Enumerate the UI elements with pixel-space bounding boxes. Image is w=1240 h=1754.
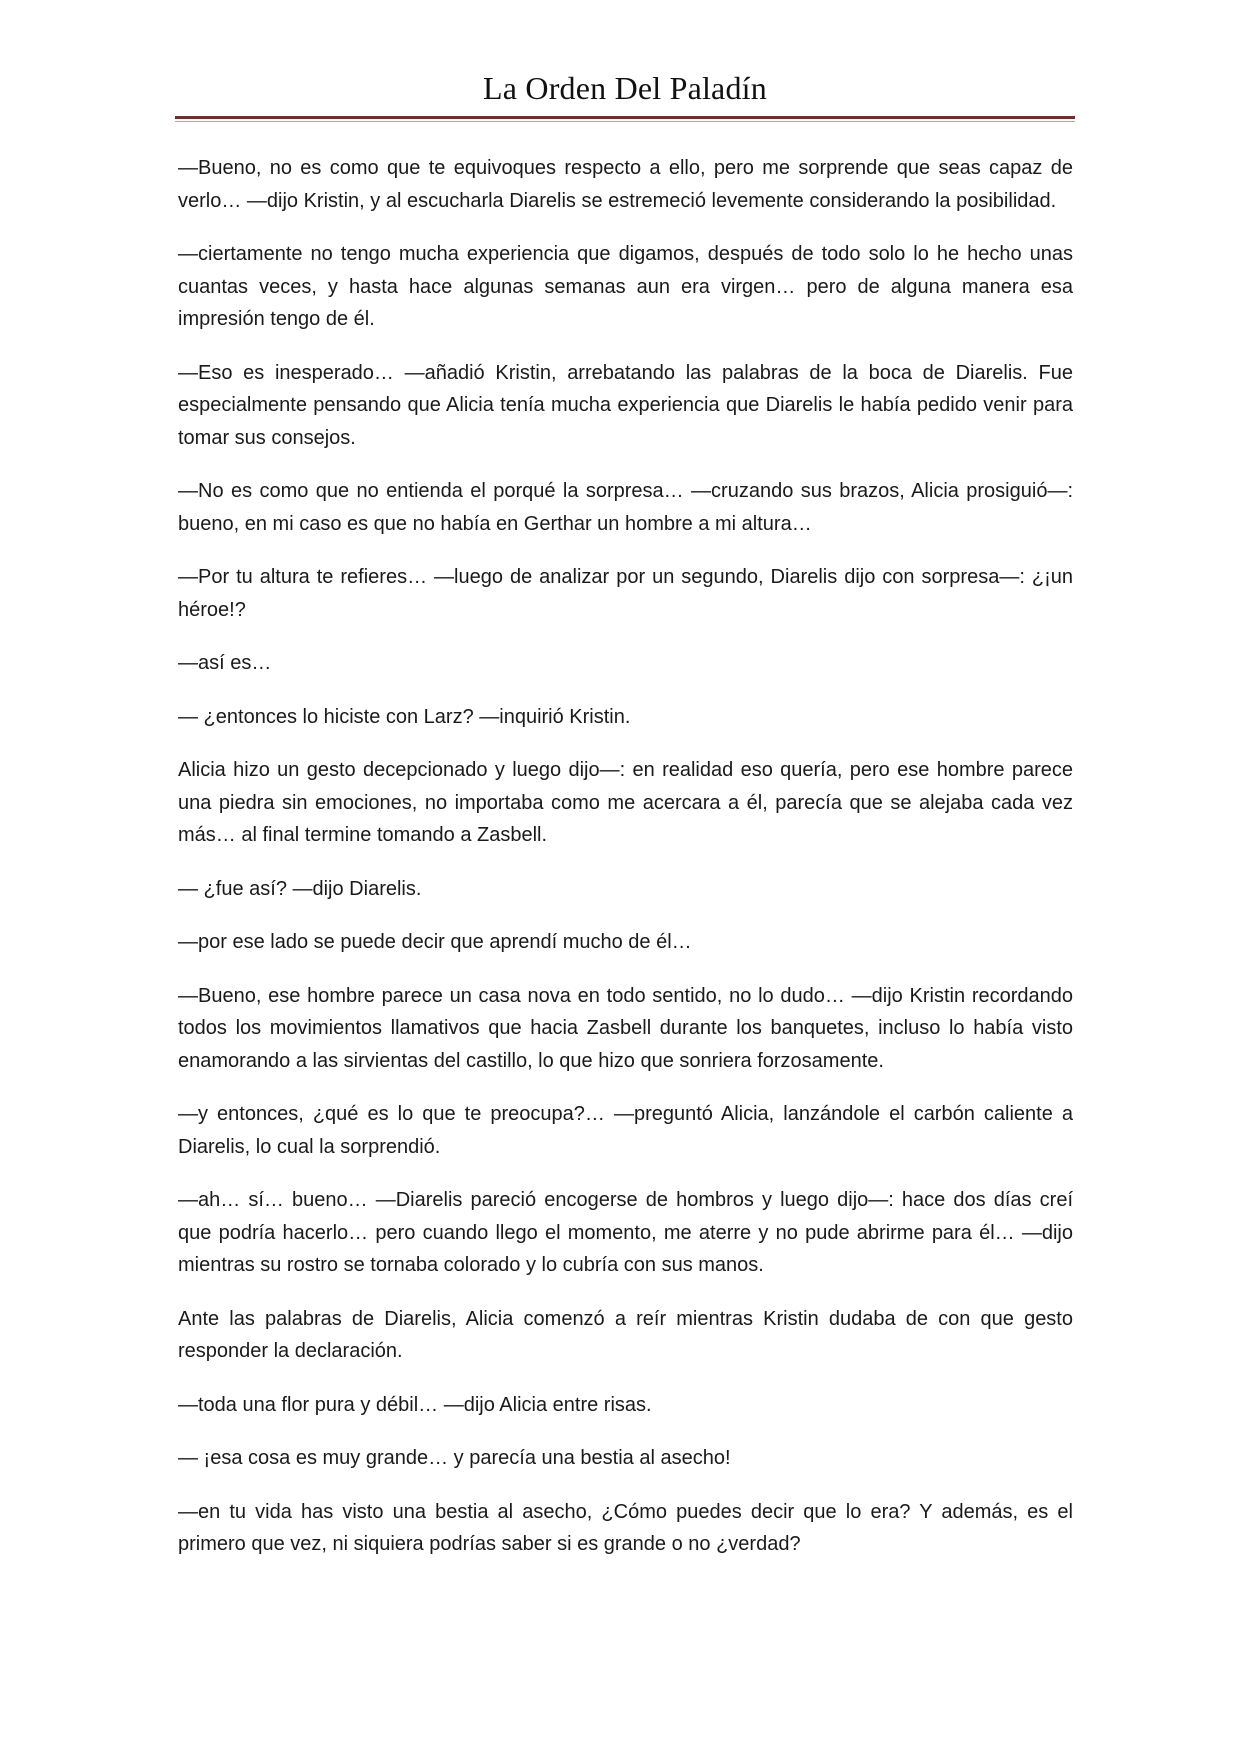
book-title: La Orden Del Paladín: [483, 70, 767, 106]
paragraph: —por ese lado se puede decir que aprendí mucho de él…: [178, 931, 692, 953]
paragraph: —ciertamente no tengo mucha experiencia que digamos, después de todo solo lo he hecho unas cuantas veces, y hasta hace algunas semanas aun era virgen… pero de alguna manera esa impresión tengo de él.: [178, 243, 1073, 330]
paragraph: — ¿fue así? —dijo Diarelis.: [178, 877, 422, 900]
paragraph: —ah… sí… bueno… —Diarelis pareció encogerse de hombros y luego dijo—: hace dos días creí que podría hacerlo… pero cuando llego el momento, me aterre y no pude abrirme para él… —dijo mientras su rostro se tornaba colorado y lo cubría con sus manos.: [178, 1189, 1073, 1276]
paragraph: Alicia hizo un gesto decepcionado y luego dijo—: en realidad eso quería, pero ese hombre parece una piedra sin emociones, no importaba como me acercara a él, parecía que se alejaba cada vez más… al final termine tomando a Zasbell.: [178, 759, 1073, 846]
paragraph: —Bueno, no es como que te equivoques respecto a ello, pero me sorprende que seas capaz de verlo… —dijo Kristin, y al escucharla Diarelis se estremeció levemente considerando la posibilidad.: [178, 157, 1073, 212]
body-text: [178, 152, 1073, 1582]
header-rule-thin: [175, 121, 1075, 122]
paragraph: —Eso es inesperado… —añadió Kristin, arrebatando las palabras de la boca de Diarelis. Fue especialmente pensando que Alicia tenía mucha experiencia que Diarelis le había pedido venir para tomar sus consejos.: [178, 361, 1073, 449]
header-rule: [175, 116, 1075, 119]
page-header: [175, 66, 1075, 122]
paragraph: —y entonces, ¿qué es lo que te preocupa?… —preguntó Alicia, lanzándole el carbón caliente a Diarelis, lo cual la sorprendió.: [178, 1103, 1073, 1158]
paragraph: —Por tu altura te refieres… —luego de analizar por un segundo, Diarelis dijo con sorpresa—: ¿¡un héroe!?: [178, 566, 1073, 621]
paragraph: —en tu vida has visto una bestia al asecho, ¿Cómo puedes decir que lo era? Y además, es el primero que vez, ni siquiera podrías saber si es grande o no ¿verdad?: [178, 1500, 1073, 1555]
paragraph: —Bueno, ese hombre parece un casa nova en todo sentido, no lo dudo… —dijo Kristin recordando todos los movimientos llamativos que hacia Zasbell durante los banquetes, incluso lo había visto enamorando a las sirvientas del castillo, lo que hizo que sonriera forzosamente.: [178, 984, 1073, 1072]
paragraph: —No es como que no entienda el porqué la sorpresa… —cruzando sus brazos, Alicia prosiguió—: bueno, en mi caso es que no había en Gerthar un hombre a mi altura…: [178, 480, 1073, 535]
paragraph: —así es…: [178, 652, 272, 674]
paragraph: — ¿entonces lo hiciste con Larz? —inquirió Kristin.: [178, 705, 631, 728]
paragraph: — ¡esa cosa es muy grande… y parecía una bestia al asecho!: [178, 1447, 731, 1469]
paragraph: Ante las palabras de Diarelis, Alicia comenzó a reír mientras Kristin dudaba de con que gesto responder la declaración.: [178, 1307, 1073, 1362]
paragraph: —toda una flor pura y débil… —dijo Alicia entre risas.: [178, 1393, 652, 1416]
